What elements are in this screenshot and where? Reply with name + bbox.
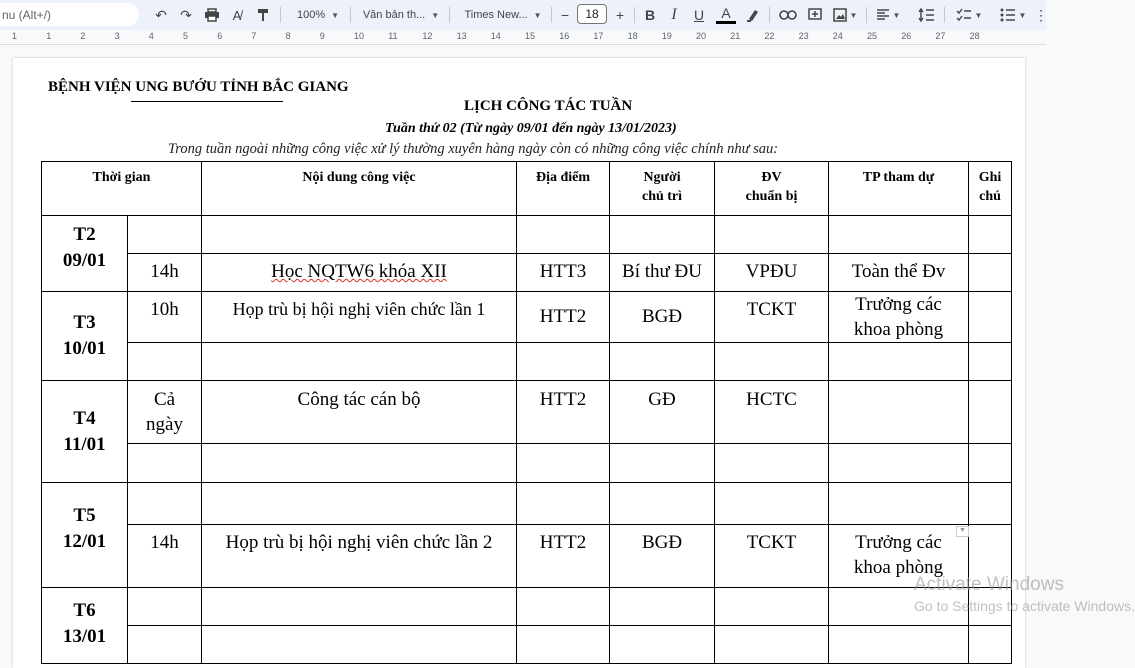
ruler-tick-label: 24 <box>832 31 843 41</box>
ruler-tick-label: 23 <box>798 31 809 41</box>
note-cell[interactable] <box>969 254 1012 292</box>
add-comment-icon[interactable] <box>804 4 826 26</box>
table-cell[interactable] <box>969 343 1012 381</box>
table-row <box>42 588 1012 626</box>
table-cell[interactable] <box>969 444 1012 483</box>
time-cell[interactable]: Cả ngày <box>128 381 202 444</box>
watermark-line1: Activate Windows <box>914 574 1064 595</box>
line-spacing-icon[interactable] <box>916 4 938 26</box>
table-cell[interactable] <box>829 343 969 381</box>
table-cell[interactable] <box>517 444 610 483</box>
link-icon[interactable] <box>777 4 799 26</box>
content-cell[interactable] <box>202 254 517 292</box>
content-cell[interactable]: Họp trù bị hội nghị viên chức lần 1 <box>202 292 517 343</box>
table-cell[interactable] <box>969 483 1012 525</box>
table-cell[interactable] <box>128 483 202 525</box>
ruler-tick-label: 13 <box>456 31 467 41</box>
prep-cell[interactable]: TCKT <box>715 525 829 588</box>
table-cell[interactable] <box>829 216 969 254</box>
ruler-tick-label: 14 <box>490 31 501 41</box>
table-cell[interactable] <box>517 216 610 254</box>
ruler-tick-label: 1 <box>12 31 18 41</box>
horizontal-ruler[interactable] <box>0 30 1046 45</box>
checklist-icon[interactable] <box>951 4 987 26</box>
italic-button[interactable]: I <box>671 6 677 23</box>
menu-search-input[interactable]: nu (Alt+/) <box>0 3 139 26</box>
table-cell[interactable] <box>202 588 517 626</box>
time-cell[interactable]: 10h <box>128 292 202 343</box>
content-cell[interactable]: Họp trù bị hội nghị viên chức lần 2 <box>202 525 517 588</box>
table-cell[interactable] <box>128 216 202 254</box>
table-row <box>42 483 1012 525</box>
table-cell[interactable] <box>715 343 829 381</box>
table-cell[interactable] <box>202 216 517 254</box>
ruler-tick-label: 8 <box>285 31 291 41</box>
table-cell[interactable] <box>202 483 517 525</box>
align-icon[interactable] <box>873 4 903 26</box>
header-time: Thời gian <box>42 162 202 216</box>
header-prep: ĐV chuẩn bị <box>715 162 829 216</box>
ruler-tick-label: 19 <box>661 31 672 41</box>
table-row <box>42 381 1012 444</box>
chevron-down-icon: ▼ <box>892 10 901 20</box>
host-cell[interactable]: BGĐ <box>610 525 715 588</box>
chevron-down-icon: ▼ <box>849 10 858 20</box>
undo-icon[interactable]: ↶ <box>155 6 167 23</box>
redo-icon[interactable]: ↷ <box>180 6 192 23</box>
attend-cell[interactable]: Trưởng các khoa phòng <box>829 292 969 343</box>
insert-image-icon[interactable] <box>830 4 860 26</box>
ruler-tick-label: 27 <box>935 31 946 41</box>
ruler-tick-label: 7 <box>251 31 257 41</box>
host-cell[interactable]: GĐ <box>610 381 715 444</box>
content-text: Học NQTW6 khóa XII <box>271 261 447 282</box>
ruler-tick-label: 11 <box>388 31 398 41</box>
location-cell[interactable]: HTT2 <box>517 292 610 343</box>
zoom-select[interactable]: 100% ▼ <box>296 9 340 21</box>
table-cell[interactable] <box>715 216 829 254</box>
hospital-underline <box>131 101 283 102</box>
ruler-tick-label: 25 <box>867 31 878 41</box>
ruler-tick-label: 3 <box>114 31 120 41</box>
table-row <box>42 216 1012 254</box>
toolbar-separator <box>280 7 281 23</box>
ruler-tick-label: 16 <box>559 31 570 41</box>
table-row <box>42 254 1012 292</box>
host-cell[interactable]: BGĐ <box>610 292 715 343</box>
bold-button[interactable]: B <box>644 7 656 23</box>
header-note: Ghi chú <box>969 162 1012 216</box>
table-cell[interactable] <box>610 626 715 664</box>
location-cell[interactable]: HTT3 <box>517 254 610 292</box>
location-cell[interactable]: HTT2 <box>517 525 610 588</box>
ruler-tick-label: 5 <box>183 31 189 41</box>
toolbar-separator <box>866 7 867 23</box>
time-cell[interactable]: 14h <box>128 525 202 588</box>
highlight-icon[interactable] <box>743 4 763 26</box>
spellcheck-icon[interactable]: A̸ <box>232 7 242 23</box>
table-cell[interactable] <box>128 444 202 483</box>
document-title: LỊCH CÔNG TÁC TUẦN <box>464 98 633 114</box>
table-header-row <box>42 162 1012 216</box>
table-cell[interactable] <box>715 483 829 525</box>
paragraph-style-select[interactable]: Văn bản th... ▼ <box>362 9 440 21</box>
attend-cell[interactable]: Toàn thể Đv <box>829 254 969 292</box>
header-location: Địa điểm <box>517 162 610 216</box>
table-cell[interactable] <box>829 626 969 664</box>
cell-dropdown-icon[interactable]: ▼ <box>956 526 969 537</box>
day-cell-t5: T5 12/01 <box>42 483 128 588</box>
table-cell[interactable] <box>610 444 715 483</box>
schedule-table <box>41 161 1012 664</box>
ruler-tick-label: 15 <box>525 31 536 41</box>
document-page[interactable] <box>13 58 1025 668</box>
hospital-name: BỆNH VIỆN UNG BƯỚU TỈNH BẮC GIANG <box>48 79 349 95</box>
print-icon[interactable] <box>201 4 223 26</box>
note-cell[interactable] <box>969 292 1012 343</box>
table-cell[interactable] <box>610 343 715 381</box>
ruler-tick-label: 20 <box>696 31 707 41</box>
document-subtitle: Tuần thứ 02 (Từ ngày 09/01 đến ngày 13/01/2023) <box>385 121 677 136</box>
chevron-down-icon: ▼ <box>431 10 440 20</box>
table-cell[interactable] <box>517 343 610 381</box>
ruler-tick-label: 9 <box>319 31 325 41</box>
ruler-tick-label: 2 <box>80 31 86 41</box>
table-cell[interactable] <box>715 444 829 483</box>
text-color-button[interactable]: A <box>716 4 736 24</box>
attend-cell[interactable] <box>829 381 969 444</box>
table-cell[interactable] <box>969 216 1012 254</box>
activation-watermark <box>914 574 1135 614</box>
toolbar-separator <box>634 7 635 23</box>
table-cell[interactable] <box>715 588 829 626</box>
day-cell-t2: T2 09/01 <box>42 216 128 292</box>
table-cell[interactable] <box>969 626 1012 664</box>
table-cell[interactable] <box>202 343 517 381</box>
table-cell[interactable] <box>517 626 610 664</box>
location-cell[interactable]: HTT2 <box>517 381 610 444</box>
ruler-tick-label: 26 <box>901 31 912 41</box>
time-cell[interactable]: 14h <box>128 254 202 292</box>
header-attend: TP tham dự <box>829 162 969 216</box>
ruler-tick-label: 28 <box>969 31 980 41</box>
table-cell[interactable] <box>202 626 517 664</box>
day-cell-t3: T3 10/01 <box>42 292 128 381</box>
ruler-tick-label: 1 <box>46 31 52 41</box>
table-cell[interactable] <box>128 588 202 626</box>
table-cell[interactable] <box>829 483 969 525</box>
table-cell[interactable] <box>610 216 715 254</box>
table-cell[interactable] <box>610 588 715 626</box>
header-content: Nội dung công việc <box>202 162 517 216</box>
paint-format-icon[interactable] <box>253 4 273 26</box>
toolbar-separator <box>551 7 552 23</box>
intro-text: Trong tuần ngoài những công việc xử lý thường xuyên hàng ngày còn có những công việc chính như sau: <box>168 141 779 157</box>
prep-cell[interactable]: TCKT <box>715 292 829 343</box>
more-options-icon[interactable]: ⋮ <box>1034 6 1048 23</box>
prep-cell[interactable]: HCTC <box>715 381 829 444</box>
decrease-font-size-button[interactable]: − <box>560 7 570 23</box>
table-cell[interactable] <box>517 483 610 525</box>
toolbar-separator <box>769 7 770 23</box>
ruler-tick-label: 6 <box>217 31 223 41</box>
attend-cell[interactable]: Trưởng các khoa phòng <box>829 525 969 588</box>
host-cell[interactable]: Bí thư ĐU <box>610 254 715 292</box>
ruler-tick-label: 12 <box>422 31 433 41</box>
day-cell-t6: T6 13/01 <box>42 588 128 664</box>
toolbar-separator <box>944 7 945 23</box>
table-row <box>42 343 1012 381</box>
content-cell[interactable]: Công tác cán bộ <box>202 381 517 444</box>
chevron-down-icon: ▼ <box>331 10 340 20</box>
ruler-tick-label: 18 <box>627 31 638 41</box>
bulleted-list-icon[interactable] <box>995 4 1031 26</box>
toolbar <box>0 0 1046 30</box>
table-cell[interactable] <box>610 483 715 525</box>
table-cell[interactable] <box>128 343 202 381</box>
underline-button[interactable]: U <box>693 7 705 23</box>
toolbar-separator <box>350 7 351 23</box>
table-cell[interactable] <box>829 444 969 483</box>
chevron-down-icon: ▼ <box>1018 10 1027 20</box>
table-row <box>42 626 1012 664</box>
note-cell[interactable] <box>969 381 1012 444</box>
chevron-down-icon: ▼ <box>974 10 983 20</box>
table-cell[interactable] <box>202 444 517 483</box>
table-row <box>42 525 1012 588</box>
toolbar-separator <box>449 7 450 23</box>
chevron-down-icon: ▼ <box>533 10 542 20</box>
table-cell[interactable] <box>715 626 829 664</box>
ruler-tick-label: 4 <box>148 31 154 41</box>
ruler-tick-label: 10 <box>354 31 365 41</box>
day-cell-t4: T4 11/01 <box>42 381 128 483</box>
ruler-tick-label: 21 <box>730 31 741 41</box>
font-family-select[interactable]: Times New... ▼ <box>464 9 542 21</box>
table-row <box>42 292 1012 343</box>
table-cell[interactable] <box>517 588 610 626</box>
table-row <box>42 444 1012 483</box>
header-host: Người chủ trì <box>610 162 715 216</box>
ruler-tick-label: 22 <box>764 31 775 41</box>
font-size-input[interactable]: 18 <box>577 4 607 24</box>
increase-font-size-button[interactable]: + <box>615 7 625 23</box>
table-cell[interactable] <box>128 626 202 664</box>
prep-cell[interactable]: VPĐU <box>715 254 829 292</box>
watermark-line2: Go to Settings to activate Windows. <box>914 598 1135 614</box>
ruler-tick-label: 17 <box>593 31 604 41</box>
